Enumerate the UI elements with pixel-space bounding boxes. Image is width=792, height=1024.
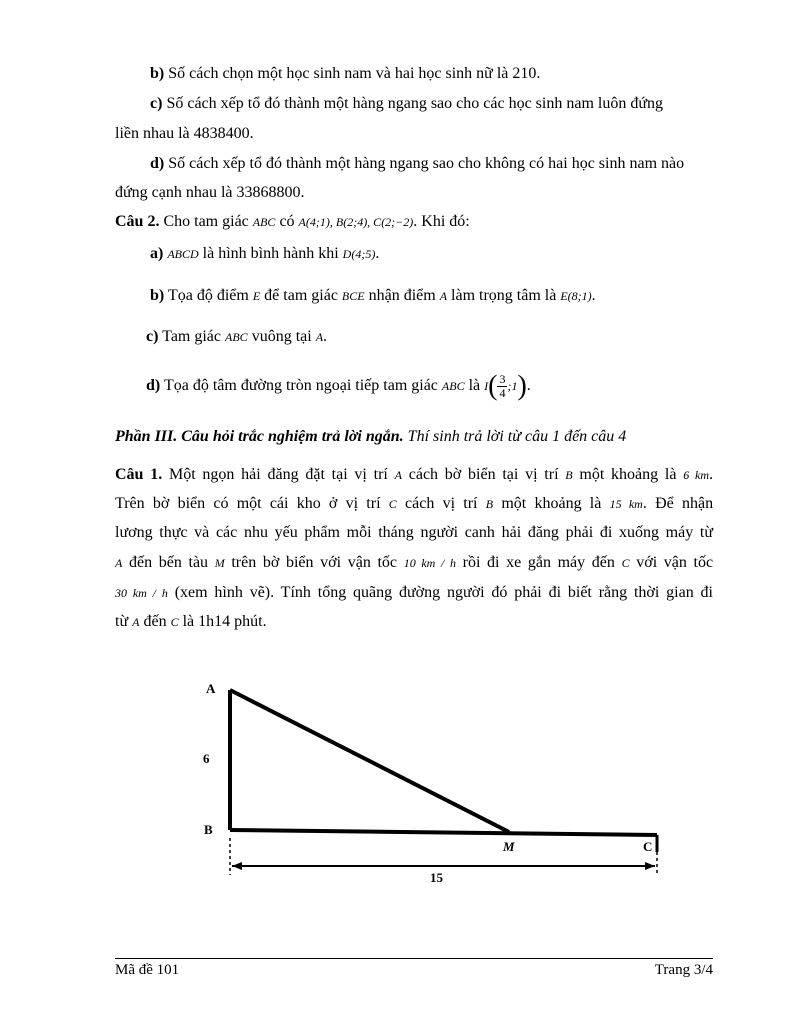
label-15: 15 xyxy=(430,870,443,885)
p3q1-text: Trên bờ biển có một cái kho ở vị trí xyxy=(115,495,381,512)
q1-d-text-2: đứng cạnh nhau là 33868800. xyxy=(115,184,305,201)
q2-triangle-name: ABC xyxy=(252,215,276,229)
label-M: M xyxy=(503,839,515,854)
q2-c-end: . xyxy=(323,328,328,345)
q2-c-math-2: A xyxy=(315,330,324,344)
q2-b-math-3: A xyxy=(439,289,448,303)
q2-d-end: . xyxy=(526,377,531,394)
fraction-denominator: 4 xyxy=(499,385,506,400)
q2-b-text-4: làm trọng tâm là xyxy=(451,287,557,304)
q2-d-label: d) xyxy=(146,377,161,394)
arrow-right-icon xyxy=(645,862,655,870)
p3q1-text: là 1h14 phút. xyxy=(182,613,267,630)
q2-b-end: . xyxy=(591,287,596,304)
q2-d-rest: ;1 xyxy=(507,379,518,393)
q2-c-math-1: ABC xyxy=(225,330,248,344)
p3q1-text: từ xyxy=(115,613,129,630)
p3q1-math: 15 km xyxy=(609,497,643,511)
q2-b-text-3: nhận điểm xyxy=(368,287,436,304)
p3q1-math: A xyxy=(394,468,402,482)
p3q1-text: một khoảng là xyxy=(579,466,677,483)
p3q1-math: A xyxy=(115,556,123,570)
q2-coordinates: A(4;1), B(2;4), C(2;−2) xyxy=(298,215,414,229)
p3q1-text: một khoảng là xyxy=(501,495,602,512)
p3q1-text: lương thực và các nhu yếu phẩm mỗi tháng người canh hải đăng phải đi xuống máy từ xyxy=(115,524,713,541)
p3q1-text: (xem hình vẽ). Tính tổng quãng đường người đó phải đi biết rằng thời gian đi xyxy=(174,584,714,601)
q2-c-label: c) xyxy=(146,328,159,345)
arrow-left-icon xyxy=(232,862,242,870)
segment-BC xyxy=(230,830,657,835)
p3q1-math: A xyxy=(132,615,140,629)
q1-c-label: c) xyxy=(150,95,163,112)
q2-b-math-1: E xyxy=(252,289,261,303)
q1-c-text-2: liền nhau là 4838400. xyxy=(115,125,254,142)
p3q1-text: đến bến tàu xyxy=(129,554,209,571)
left-paren: ( xyxy=(488,370,498,402)
p3q1-text: trên bờ biển với vận tốc xyxy=(231,554,398,571)
p3q1-text: cách vị trí xyxy=(405,495,478,512)
q2-b-math-4: E(8;1) xyxy=(560,289,592,303)
fraction-numerator: 3 xyxy=(499,371,506,386)
p3q1-math: B xyxy=(565,468,573,482)
q1-b-text: Số cách chọn một học sinh nam và hai học sinh nữ là 210. xyxy=(168,65,541,82)
p3q1-math: C xyxy=(388,497,397,511)
p3q1-text: rồi đi xe gắn máy đến xyxy=(462,554,615,571)
q2-a-text: là hình bình hành khi xyxy=(202,245,339,262)
q2-a-end: . xyxy=(375,245,380,262)
p3q1-math: C xyxy=(170,615,179,629)
q2-b-text-1: Tọa độ điểm xyxy=(167,287,249,304)
q2-d-text-2: là xyxy=(468,377,481,394)
q2-b-math-2: BCE xyxy=(341,289,365,303)
p3q1-text: . Để nhận xyxy=(642,495,714,512)
p3q1-text: với vận tốc xyxy=(636,554,714,571)
p3q1-math: M xyxy=(214,556,225,570)
q2-b-text-2: để tam giác xyxy=(264,287,338,304)
q2-d-math-1: ABC xyxy=(441,379,465,393)
q2-a-label: a) xyxy=(150,245,164,262)
q2-a-math-1: ABCD xyxy=(167,247,199,261)
footer-right: Trang 3/4 xyxy=(654,962,713,978)
p3q1-text: cách bờ biển tại vị trí xyxy=(408,466,559,483)
q1-d-label: d) xyxy=(150,155,165,172)
q1-b-label: b) xyxy=(150,65,165,82)
q2-b-label: b) xyxy=(150,287,165,304)
q1-c-text-1: Số cách xếp tổ đó thành một hàng ngang sao cho các học sinh nam luôn đứng xyxy=(166,95,663,112)
q2-intro-end: . Khi đó: xyxy=(413,213,470,230)
q2-title: Câu 2. xyxy=(115,213,160,230)
p3q1-math: B xyxy=(485,497,494,511)
label-C: C xyxy=(643,839,653,854)
q2-d-math-2: I xyxy=(484,379,489,393)
p3q1-text: . xyxy=(709,466,714,483)
footer-divider xyxy=(115,958,713,959)
p3q1-text: đến xyxy=(143,613,167,630)
q2-intro-text: Cho tam giác xyxy=(163,213,249,230)
part3-title: Phần III. Câu hỏi trắc nghiệm trả lời ngắn. xyxy=(115,428,404,445)
footer-left: Mã đề 101 xyxy=(115,962,180,978)
p3q1-title: Câu 1. xyxy=(115,466,163,483)
label-6: 6 xyxy=(203,751,210,766)
q2-d-text-1: Tọa độ tâm đường tròn ngoại tiếp tam giác xyxy=(163,377,438,394)
p3q1-math: 10 km / h xyxy=(403,556,456,570)
q2-c-text-1: Tam giác xyxy=(162,328,222,345)
p3q1-text: Một ngọn hải đăng đặt tại vị trí xyxy=(168,466,388,483)
p3q1-math: 6 km xyxy=(683,468,710,482)
p3q1-math: C xyxy=(621,556,630,570)
q2-intro-text-2: có xyxy=(279,213,295,230)
right-paren: ) xyxy=(517,370,527,402)
segment-AM xyxy=(230,690,509,832)
q2-a-math-2: D(4;5) xyxy=(342,247,376,261)
part3-instruction: Thí sinh trả lời từ câu 1 đến câu 4 xyxy=(407,428,627,445)
q1-d-text-1: Số cách xếp tổ đó thành một hàng ngang sao cho không có hai học sinh nam nào xyxy=(168,155,685,172)
label-A: A xyxy=(206,681,216,696)
p3q1-math: 30 km / h xyxy=(115,586,168,600)
q2-c-text-2: vuông tại xyxy=(251,328,312,345)
label-B: B xyxy=(204,822,213,837)
